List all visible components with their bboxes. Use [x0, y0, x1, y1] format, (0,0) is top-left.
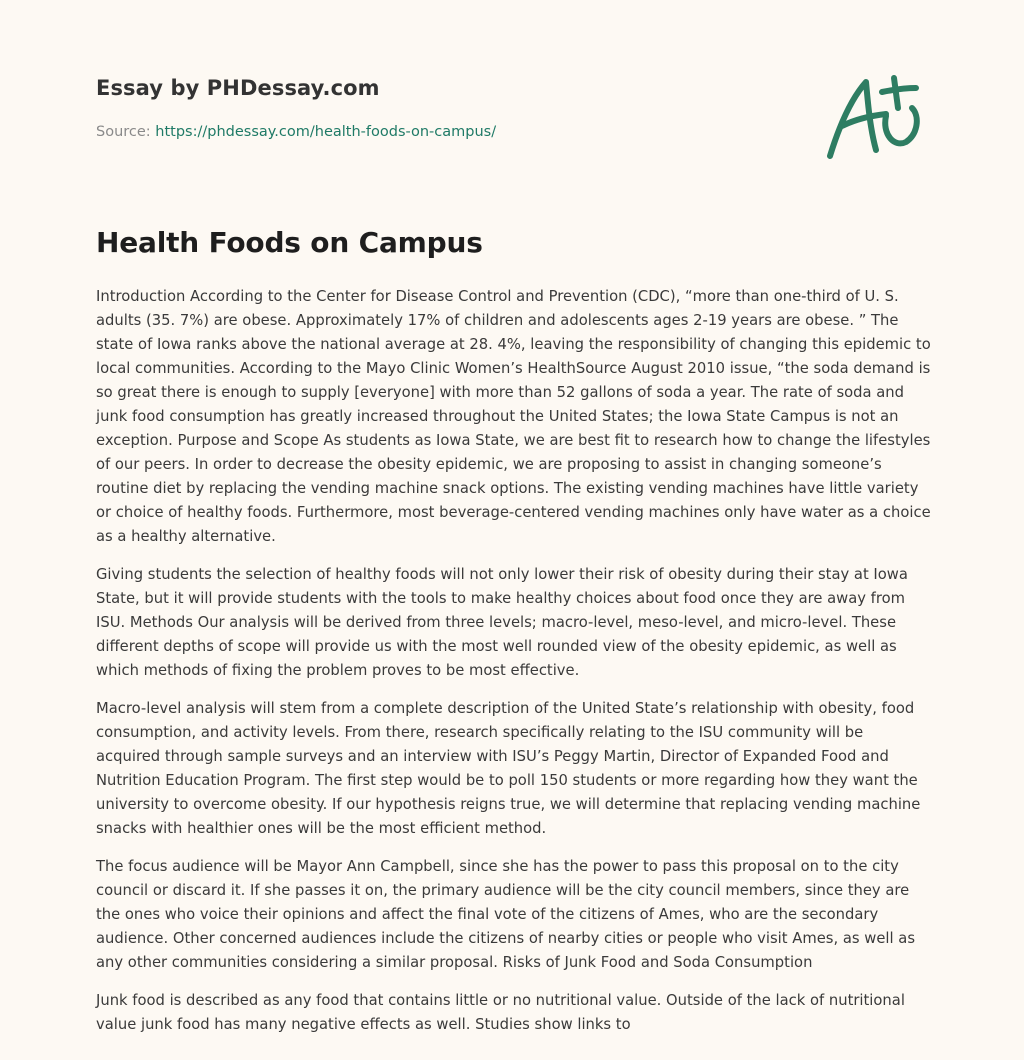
essay-paragraph: The focus audience will be Mayor Ann Campbell, since she has the power to pass this proposal on to the city council or discard it. If she passes it on, the primary audience will be the city council members, since they are the ones who voice their opinions and affect the final vote of the citizens of Ames, who are the secondary audience. Other concerned audiences include the citizens of nearby cities or people who visit Ames, as well as any other communities considering a similar proposal. Risks of Junk Food and Soda Consumption [96, 858, 915, 971]
essay-paragraph: Macro-level analysis will stem from a complete description of the United State’s relationship with obesity, food consumption, and activity levels. From there, research specifically relating to the ISU community will be acquired through sample surveys and an interview with ISU’s Peggy Martin, Director of Expanded Food and Nutrition Education Program. The first step would be to poll 150 students or more regarding how they want the university to overcome obesity. If our hypothesis reigns true, we will determine that replacing vending machine snacks with healthier ones will be the most efficient method. [96, 700, 921, 837]
source-line [96, 124, 496, 140]
essay-title: Health Foods on Campus [96, 226, 483, 259]
essay-paragraph: Giving students the selection of healthy foods will not only lower their risk of obesity during their stay at Iowa State, but it will provide students with the tools to make healthy choices about food once they are away from ISU. Methods Our analysis will be derived from three levels; macro-level, meso-level, and micro-level. These different depths of scope will provide us with the most well rounded view of the obesity epidemic, as well as which methods of fixing the problem proves to be most effective. [96, 566, 908, 679]
source-link[interactable]: https://phdessay.com/health-foods-on-campus/ [155, 124, 497, 140]
brand-title: Essay by PHDessay.com [96, 76, 380, 100]
essay-paragraph: Junk food is described as any food that contains little or no nutritional value. Outside of the lack of nutritional value junk food has many negative effects as well. Studies show links to [96, 992, 905, 1033]
source-label: Source: [96, 124, 156, 140]
a-plus-grade-icon [824, 68, 924, 164]
essay-paragraph: Introduction According to the Center for Disease Control and Prevention (CDC), “more than one-third of U. S. adults (35. 7%) are obese. Approximately 17% of children and adolescents ages 2-19 years are obese. ” The state of Iowa ranks above the national average at 28. 4%, leaving the responsibility of changing this epidemic to local communities. According to the Mayo Clinic Women’s HealthSource August 2010 issue, “the soda demand is so great there is enough to supply [everyone] with more than 52 gallons of soda a year. The rate of soda and junk food consumption has greatly increased throughout the United States; the Iowa State Campus is not an exception. Purpose and Scope As students as Iowa State, we are best fit to research how to change the lifestyles of our peers. In order to decrease the obesity epidemic, we are proposing to assist in changing someone’s routine diet by replacing the vending machine snack options. The existing vending machines have little variety or choice of healthy foods. Furthermore, most beverage-centered vending machines only have water as a choice as a healthy alternative. [96, 288, 931, 545]
essay-body [96, 285, 932, 1051]
